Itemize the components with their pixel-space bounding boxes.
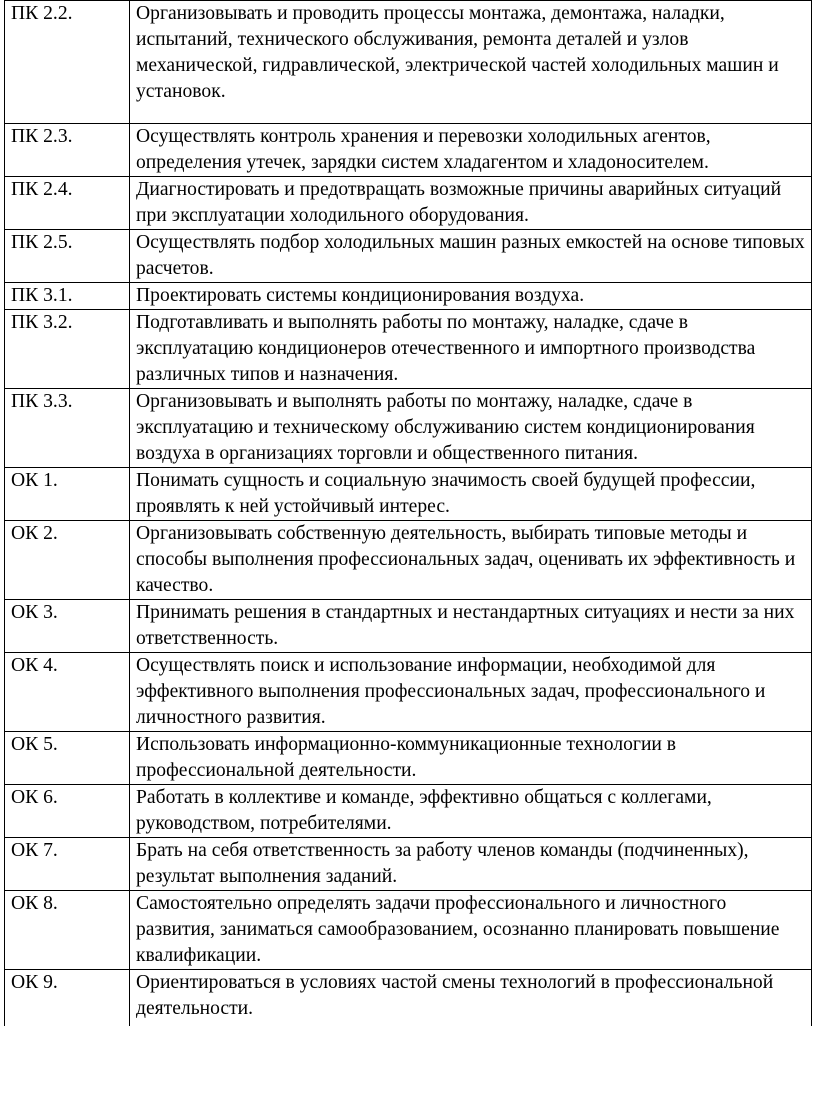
competency-code: ОК 2.	[5, 521, 130, 600]
competency-code: ПК 2.4.	[5, 177, 130, 230]
table-row	[5, 600, 812, 653]
competency-description: Организовывать и проводить процессы монтажа, демонтажа, наладки, испытаний, технического обслуживания, ремонта деталей и узлов механической, гидравлической, электрической частей холодильных машин и установок.	[130, 1, 812, 124]
competency-description: Осуществлять контроль хранения и перевозки холодильных агентов, определения утечек, зарядки систем хладагентом и хладоносителем.	[130, 124, 812, 177]
competency-description: Проектировать системы кондиционирования воздуха.	[130, 283, 812, 310]
table-row	[5, 283, 812, 310]
competency-code: ПК 3.1.	[5, 283, 130, 310]
competency-code: ПК 3.3.	[5, 389, 130, 468]
competency-code: ОК 7.	[5, 838, 130, 891]
competency-code: ОК 6.	[5, 785, 130, 838]
table-row	[5, 653, 812, 732]
table-row	[5, 891, 812, 970]
table-row	[5, 732, 812, 785]
competency-description: Брать на себя ответственность за работу членов команды (подчиненных), результат выполнения заданий.	[130, 838, 812, 891]
competency-description: Работать в коллективе и команде, эффективно общаться с коллегами, руководством, потребителями.	[130, 785, 812, 838]
table-row	[5, 124, 812, 177]
competency-code: ОК 8.	[5, 891, 130, 970]
table-row	[5, 1, 812, 124]
competency-code: ОК 5.	[5, 732, 130, 785]
competency-description: Осуществлять поиск и использование информации, необходимой для эффективного выполнения профессиональных задач, профессионального и личностного развития.	[130, 653, 812, 732]
competency-description: Понимать сущность и социальную значимость своей будущей профессии, проявлять к ней устойчивый интерес.	[130, 468, 812, 521]
competency-description: Принимать решения в стандартных и нестандартных ситуациях и нести за них ответственность.	[130, 600, 812, 653]
competency-code: ПК 3.2.	[5, 310, 130, 389]
competency-code: ПК 2.3.	[5, 124, 130, 177]
competency-description: Использовать информационно-коммуникационные технологии в профессиональной деятельности.	[130, 732, 812, 785]
competency-description: Организовывать собственную деятельность, выбирать типовые методы и способы выполнения профессиональных задач, оценивать их эффективность и качество.	[130, 521, 812, 600]
table-row	[5, 838, 812, 891]
table-row	[5, 230, 812, 283]
competency-code: ПК 2.2.	[5, 1, 130, 124]
table-row	[5, 468, 812, 521]
competency-code: ОК 1.	[5, 468, 130, 521]
competency-description: Подготавливать и выполнять работы по монтажу, наладке, сдаче в эксплуатацию кондиционеров отечественного и импортного производства различных типов и назначения.	[130, 310, 812, 389]
table-row	[5, 177, 812, 230]
competency-code: ПК 2.5.	[5, 230, 130, 283]
table-row	[5, 310, 812, 389]
competency-description: Ориентироваться в условиях частой смены технологий в профессиональной деятельности.	[130, 970, 812, 1027]
competency-code: ОК 9.	[5, 970, 130, 1027]
table-row	[5, 785, 812, 838]
table-row	[5, 970, 812, 1027]
competency-code: ОК 3.	[5, 600, 130, 653]
table-row	[5, 389, 812, 468]
competency-description: Самостоятельно определять задачи профессионального и личностного развития, заниматься самообразованием, осознанно планировать повышение квалификации.	[130, 891, 812, 970]
competency-description: Осуществлять подбор холодильных машин разных емкостей на основе типовых расчетов.	[130, 230, 812, 283]
competency-description: Организовывать и выполнять работы по монтажу, наладке, сдаче в эксплуатацию и техническому обслуживанию систем кондиционирования воздуха в организациях торговли и общественного питания.	[130, 389, 812, 468]
competencies-table	[4, 0, 812, 1026]
competency-code: ОК 4.	[5, 653, 130, 732]
table-row	[5, 521, 812, 600]
competency-description: Диагностировать и предотвращать возможные причины аварийных ситуаций при эксплуатации холодильного оборудования.	[130, 177, 812, 230]
